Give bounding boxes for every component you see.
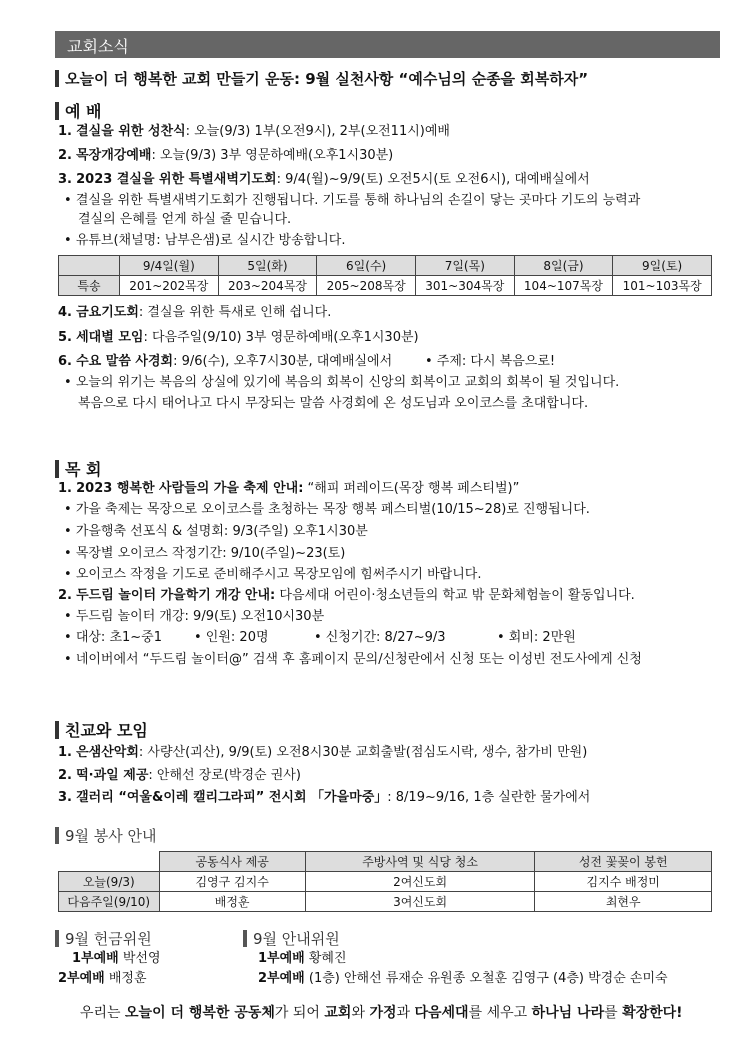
mokhoe-bullet-2: • 가을행축 선포식 & 설명회: 9/3(주일) 오후1시30분 — [64, 524, 368, 540]
mokhoe-section-title: 목 회 — [55, 457, 101, 480]
table-cell: 2여신도회 — [305, 872, 535, 892]
table-header: 5일(화) — [218, 256, 317, 276]
service-table — [58, 851, 712, 912]
table-row-label: 오늘(9/3) — [59, 872, 160, 892]
worship-item-2: 2. 목장개강예배: 오늘(9/3) 3부 영문하예배(오후1시30분) — [58, 148, 394, 163]
mokhoe-bullet-6a: • 대상: 초1~중1 — [64, 630, 162, 646]
table-cell: 301~304목장 — [415, 276, 514, 296]
mokhoe-bullet-7: • 네이버에서 “두드림 놀이터@” 검색 후 홈페이지 문의/신청란에서 신청 또는 이성빈 전도사에게 신청 — [64, 652, 642, 668]
service-section-title: 9월 봉사 안내 — [55, 825, 157, 846]
fellowship-item-2: 2. 떡·과일 제공: 안해선 장로(박경순 권사) — [58, 768, 301, 783]
offering-section-title: 9월 헌금위원 — [55, 928, 152, 949]
table-header: 8일(금) — [514, 256, 613, 276]
ushers-row-2: 2부예배 (1층) 안해선 류재순 유원종 오철훈 김영구 (4층) 박경순 손미숙 — [258, 971, 668, 986]
fellowship-section-title: 친교와 모임 — [55, 718, 148, 741]
fellowship-item-3: 3. 갤러리 “여울&이레 캘리그라피” 전시회 「가을마중」: 8/19~9/16, 1층 실란한 물가에서 — [58, 790, 591, 805]
table-header: 6일(수) — [317, 256, 416, 276]
mokhoe-item-1: 1. 2023 행복한 사람들의 가을 축제 안내: “해피 퍼레이드(목장 행복 페스티벌)” — [58, 481, 520, 496]
fellowship-item-1: 1. 은샘산악회: 사량산(괴산), 9/9(토) 오전8시30분 교회출발(점심도시락, 생수, 참가비 만원) — [58, 745, 588, 760]
table-cell: 김영구 김지수 — [159, 872, 305, 892]
worship-bullet-2: • 유튜브(채널명: 남부은샘)로 실시간 방송합니다. — [64, 233, 345, 249]
table-cell: 205~208목장 — [317, 276, 416, 296]
table-header: 주방사역 및 식당 청소 — [305, 852, 535, 872]
table-cell: 101~103목장 — [613, 276, 712, 296]
table-header: 성전 꽃꽂이 봉헌 — [535, 852, 712, 872]
table-cell: 김지수 배정미 — [535, 872, 712, 892]
mokhoe-bullet-4: • 오이코스 작정을 기도로 준비해주시고 목장모임에 힘써주시기 바랍니다. — [64, 567, 481, 583]
footer-slogan: 우리는 오늘이 더 행복한 공동체가 되어 교회와 가정과 다음세대를 세우고 하나님 나라를 확장한다! — [80, 1005, 683, 1021]
worship-section-title: 예 배 — [55, 99, 101, 122]
worship-item-6: 6. 수요 말씀 사경회: 9/6(수), 오후7시30분, 대예배실에서 — [58, 354, 393, 369]
table-header: 9일(토) — [613, 256, 712, 276]
table-cell: 203~204목장 — [218, 276, 317, 296]
mokhoe-item-2: 2. 두드림 놀이터 가을학기 개강 안내: 다음세대 어린이·청소년들의 학교 밖 문화체험놀이 활동입니다. — [58, 588, 635, 603]
mokhoe-bullet-5: • 두드림 놀이터 개강: 9/9(토) 오전10시30분 — [64, 609, 324, 625]
table-header: 공동식사 제공 — [159, 852, 305, 872]
worship-bullet-1-cont: 결실의 은혜를 얻게 하실 줄 믿습니다. — [78, 212, 292, 227]
worship-bullet-1: • 결실을 위한 특별새벽기도회가 진행됩니다. 기도를 통해 하나님의 손길이 닿는 곳마다 기도의 능력과 — [64, 193, 640, 209]
ushers-row-1: 1부예배 황혜진 — [258, 951, 347, 966]
offering-row-2: 2부예배 배정훈 — [58, 971, 147, 986]
worship-bullet-3: • 오늘의 위기는 복음의 상실에 있기에 복음의 회복이 신앙의 회복이고 교회의 회복이 될 것입니다. — [64, 375, 619, 391]
worship-item-1: 1. 결실을 위한 성찬식: 오늘(9/3) 1부(오전9시), 2부(오전11시)예배 — [58, 124, 450, 139]
table-cell: 201~202목장 — [120, 276, 219, 296]
table-cell: 배정훈 — [159, 892, 305, 912]
worship-item-4: 4. 금요기도회: 결실을 위한 특새로 인해 쉽니다. — [58, 305, 332, 320]
table-header: 7일(목) — [415, 256, 514, 276]
offering-row-1: 1부예배 박선영 — [72, 951, 161, 966]
table-cell: 최현우 — [535, 892, 712, 912]
dawn-prayer-table — [58, 255, 712, 296]
table-row-label: 다음주일(9/10) — [59, 892, 160, 912]
ushers-section-title: 9월 안내위원 — [243, 928, 340, 949]
table-cell: 3여신도회 — [305, 892, 535, 912]
worship-item-3: 3. 2023 결실을 위한 특별새벽기도회: 9/4(월)~9/9(토) 오전5시(토 오전6시), 대예배실에서 — [58, 172, 590, 187]
headline: 오늘이 더 행복한 교회 만들기 운동: 9월 실천사항 “예수님의 순종을 회복하자” — [55, 68, 588, 89]
mokhoe-bullet-6d: • 회비: 2만원 — [497, 630, 576, 645]
worship-item-5: 5. 세대별 모임: 다음주일(9/10) 3부 영문하예배(오후1시30분) — [58, 330, 419, 345]
table-row-label: 특송 — [59, 276, 120, 296]
table-header: 9/4일(월) — [120, 256, 219, 276]
section-header-title: 교회소식 — [67, 37, 129, 56]
mokhoe-bullet-6b: • 인원: 20명 — [194, 630, 269, 645]
mokhoe-bullet-6c: • 신청기간: 8/27~9/3 — [314, 630, 446, 645]
worship-bullet-3-cont: 복음으로 다시 태어나고 다시 무장되는 말씀 사경회에 온 성도님과 오이코스를 초대합니다. — [78, 396, 589, 411]
mokhoe-bullet-1: • 가을 축제는 목장으로 오이코스를 초청하는 목장 행복 페스티벌(10/15~28)로 진행됩니다. — [64, 502, 590, 518]
section-header-bar — [55, 31, 720, 58]
worship-item-6-theme: • 주제: 다시 복음으로! — [425, 354, 556, 369]
mokhoe-bullet-3: • 목장별 오이코스 작정기간: 9/10(주일)~23(토) — [64, 546, 345, 562]
table-cell: 104~107목장 — [514, 276, 613, 296]
